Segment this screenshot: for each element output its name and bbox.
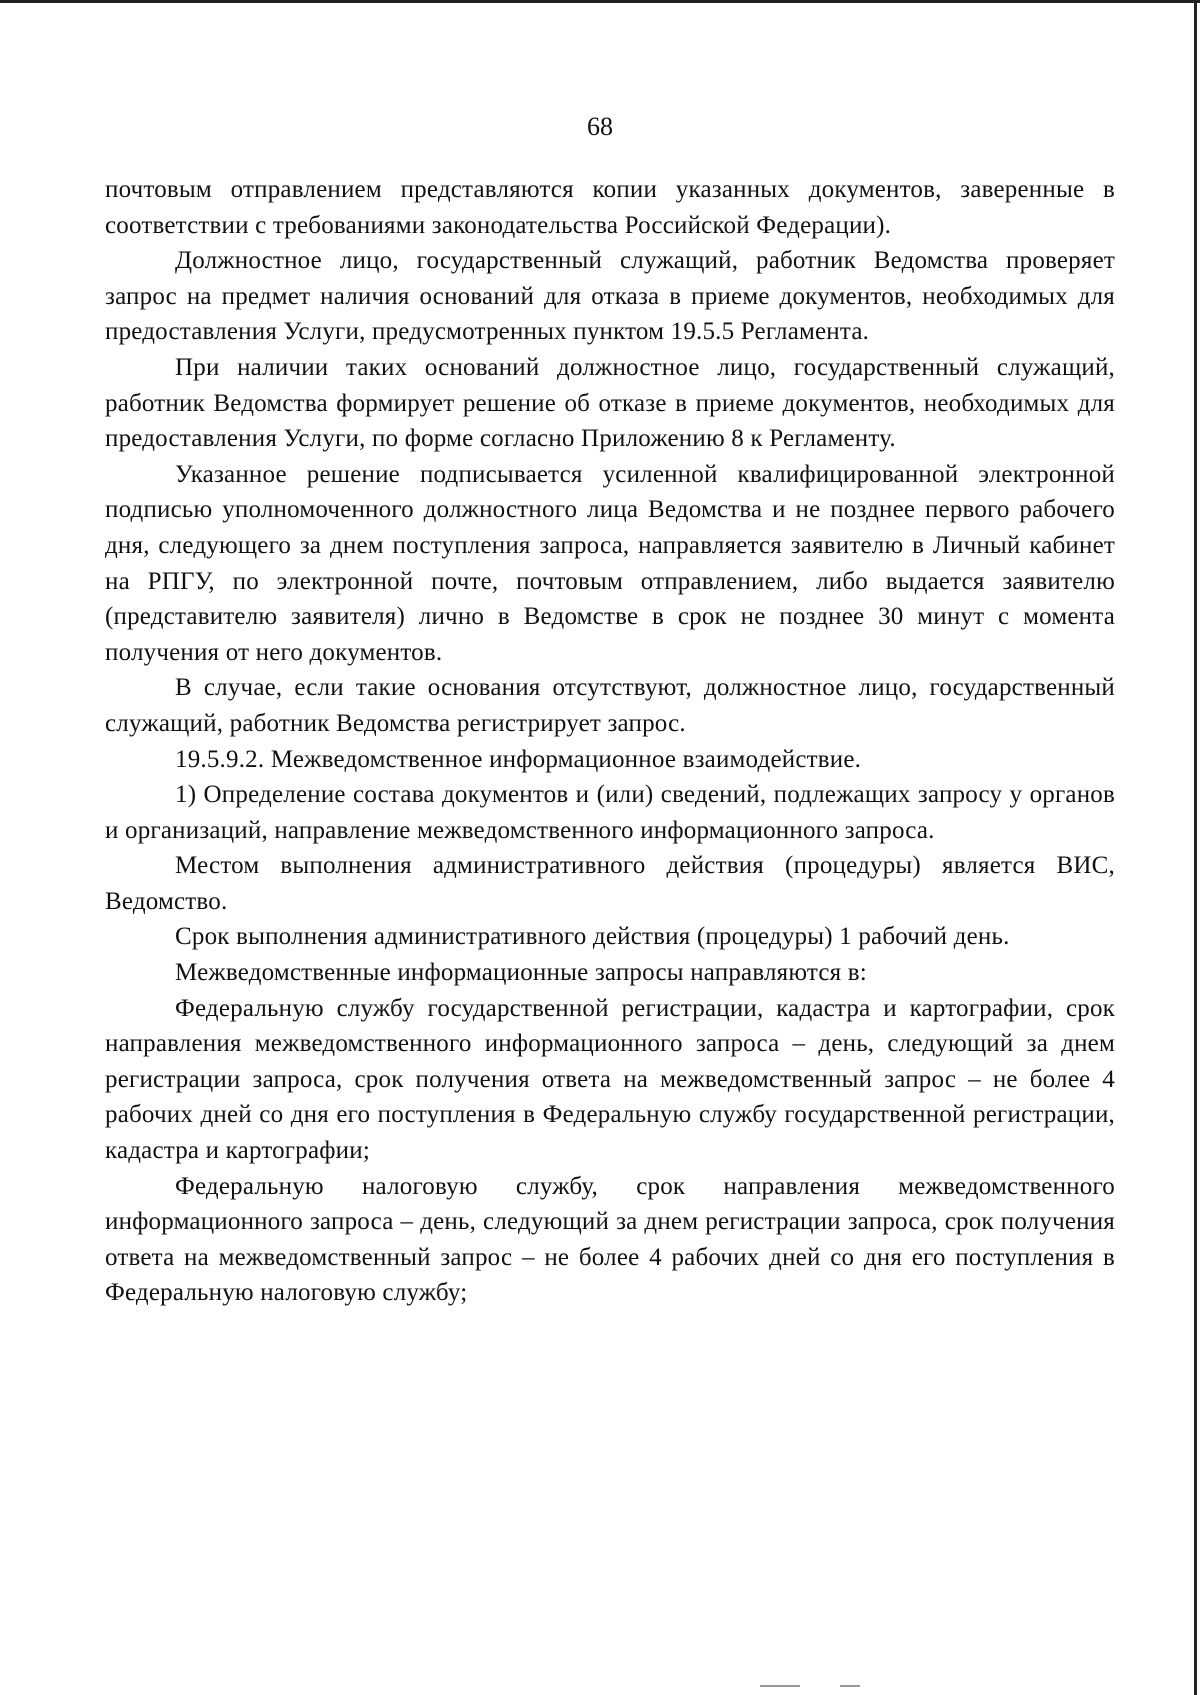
paragraph: При наличии таких оснований должностное лицо, государственный служащий, работник Ведомства формирует решение об отказе в приеме документов, необходимых для предоставления Услуги, по форме согласно Приложению 8 к Регламенту.: [105, 353, 1115, 453]
document-body: [105, 172, 1115, 1311]
paragraph: 1) Определение состава документов и (или) сведений, подлежащих запросу у органов и организаций, направление межведомственного информационного запроса.: [105, 781, 1115, 844]
scan-edge-right: [1194, 0, 1197, 1695]
paragraph: Указанное решение подписывается усиленной квалифицированной электронной подписью уполномоченного должностного лица Ведомства и не позднее первого рабочего дня, следующего за днем поступления запроса, направляется заявителю в Личный кабинет на РПГУ, по электронной почте, почтовым отправлением, либо выдается заявителю (представителю заявителя) лично в Ведомстве в срок не позднее 30 минут с момента получения от него документов.: [105, 460, 1115, 666]
section-heading: 19.5.9.2. Межведомственное информационное взаимодействие.: [175, 745, 862, 773]
scan-artifact: [760, 1685, 800, 1687]
paragraph-continuation: почтовым отправлением представляются копии указанных документов, заверенные в соответствии с требованиями законодательства Российской Федерации).: [105, 176, 1115, 239]
paragraph: Срок выполнения административного действия (процедуры) 1 рабочий день.: [175, 923, 1010, 951]
page-number: 68: [587, 112, 613, 141]
paragraph: Местом выполнения административного действия (процедуры) является ВИС, Ведомство.: [105, 852, 1115, 915]
paragraph: В случае, если такие основания отсутствуют, должностное лицо, государственный служащий, работник Ведомства регистрирует запрос.: [105, 674, 1115, 737]
paragraph: Федеральную службу государственной регистрации, кадастра и картографии, срок направления межведомственного информационного запроса – день, следующий за днем регистрации запроса, срок получения ответа на межведомственный запрос – не более 4 рабочих дней со дня его поступления в Федеральную службу государственной регистрации, кадастра и картографии;: [105, 994, 1115, 1165]
paragraph: Межведомственные информационные запросы направляются в:: [175, 959, 867, 987]
scan-edge-top: [0, 0, 1200, 3]
scan-artifact: [840, 1685, 860, 1687]
paragraph: Должностное лицо, государственный служащий, работник Ведомства проверяет запрос на предмет наличия оснований для отказа в приеме документов, необходимых для предоставления Услуги, предусмотренных пунктом 19.5.5 Регламента.: [105, 247, 1115, 346]
paragraph: Федеральную налоговую службу, срок направления межведомственного информационного запроса – день, следующий за днем регистрации запроса, срок получения ответа на межведомственный запрос – не более 4 рабочих дней со дня его поступления в Федеральную налоговую службу;: [105, 1172, 1115, 1307]
